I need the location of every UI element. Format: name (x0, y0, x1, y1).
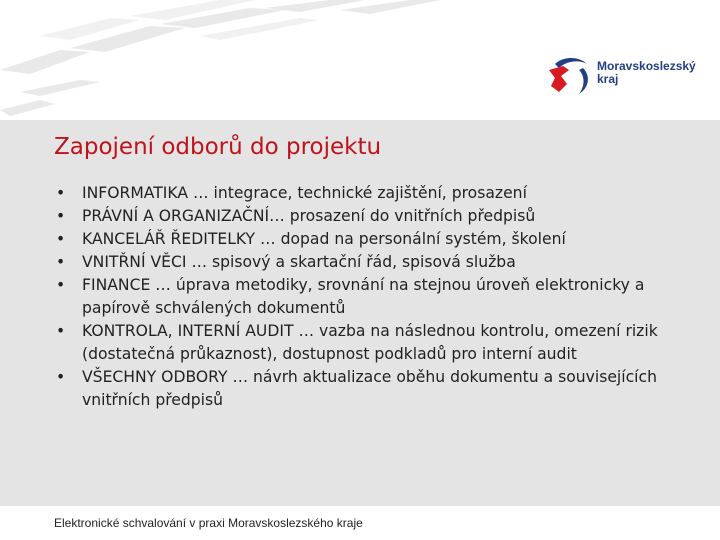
bullet-item (54, 205, 694, 228)
bullet-text: KANCELÁŘ ŘEDITELKY … dopad na personální systém, školení (82, 230, 566, 248)
bullet-text: FINANCE … úprava metodiky, srovnání na stejnou úroveň elektronicky a papírově schválených dokumentů (82, 276, 645, 317)
moravskoslezsky-kraj-logo-icon (545, 54, 593, 96)
bullet-dot: • (56, 207, 66, 225)
bullet-item (54, 366, 694, 412)
bullet-text: PRÁVNÍ A ORGANIZAČNÍ… prosazení do vnitřních předpisů (82, 207, 536, 225)
slide-header (0, 0, 720, 120)
bullet-text: INFORMATIKA … integrace, technické zajištění, prosazení (82, 184, 527, 202)
bullet-list (54, 182, 694, 412)
bullet-item (54, 251, 694, 274)
bullet-item (54, 228, 694, 251)
bullet-dot: • (56, 253, 66, 271)
logo-line-1: Moravskoslezský (597, 59, 696, 73)
bullet-dot: • (56, 184, 66, 202)
bullet-text: VNITŘNÍ VĚCI … spisový a skartační řád, spisová služba (82, 253, 516, 271)
slide-title: Zapojení odborů do projektu (54, 134, 382, 160)
bullet-dot: • (56, 368, 66, 386)
bullet-dot: • (56, 276, 66, 294)
bullet-item (54, 320, 694, 366)
logo-wordmark (597, 60, 696, 86)
bullet-item (54, 182, 694, 205)
footer-text: Elektronické schvalování v praxi Moravskoslezského kraje (54, 516, 363, 530)
bullet-dot: • (56, 230, 66, 248)
logo-line-2: kraj (597, 72, 619, 86)
bullet-text: VŠECHNY ODBORY … návrh aktualizace oběhu dokumentu a souvisejících vnitřních předpisů (82, 368, 657, 409)
bullet-dot: • (56, 322, 66, 340)
bullet-text: KONTROLA, INTERNÍ AUDIT … vazba na následnou kontrolu, omezení rizik (dostatečná průkaznost), dostupnost podkladů pro interní audit (82, 322, 658, 363)
bullet-item (54, 274, 694, 320)
